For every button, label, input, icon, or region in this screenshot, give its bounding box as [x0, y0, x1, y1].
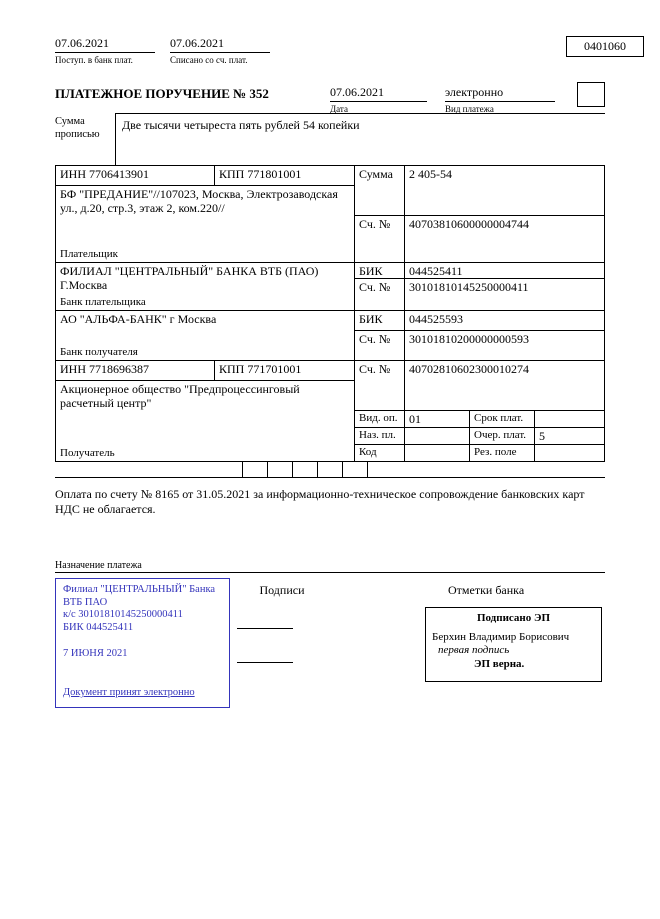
priority-value: 5 — [535, 428, 604, 445]
priority-label: Очер. плат. — [470, 428, 535, 445]
payer-bank-section-label: Банк плательщика — [60, 296, 146, 309]
stamp-bank-name-line2: ВТБ ПАО — [63, 596, 108, 608]
payee-bank-cell — [56, 311, 355, 361]
payer-account-value: 40703810600000004744 — [405, 216, 604, 263]
received-date-block — [55, 36, 155, 65]
op-type-label: Вид. оп. — [355, 411, 405, 428]
stamp-accepted-note: Документ принят электронно — [63, 686, 195, 698]
tax-fields-strip — [55, 462, 605, 478]
payee-inn: ИНН 7718696387 — [56, 361, 215, 381]
field-divider — [267, 462, 268, 478]
stamp-date: 7 ИЮНЯ 2021 — [63, 648, 128, 660]
op-type-value: 01 — [405, 411, 470, 428]
payee-bank-account-value: 30101810200000000593 — [405, 331, 604, 361]
document-content — [55, 36, 626, 906]
payer-bank-name — [60, 264, 350, 292]
payer-bank-name-line2: Г.Москва — [60, 278, 108, 293]
payer-kpp: КПП 771801001 — [215, 166, 355, 186]
field-divider — [317, 462, 318, 478]
bank-marks-label: Отметки банка — [448, 583, 525, 597]
payee-cell — [56, 381, 355, 461]
document-title: ПЛАТЕЖНОЕ ПОРУЧЕНИЕ № 352 — [55, 86, 269, 101]
payment-kind-label: Вид платежа — [445, 104, 494, 114]
stamp-corr-account: к/с 30101810145250000411 — [63, 609, 183, 621]
payer-cell — [56, 186, 355, 263]
document-date-value: 07.06.2021 — [330, 85, 427, 102]
code-label: Код — [355, 445, 405, 461]
payer-account-label: Сч. № — [355, 216, 405, 263]
purpose-code-value — [405, 428, 470, 445]
bank-stamp — [55, 578, 230, 708]
payee-section-label: Получатель — [60, 447, 115, 460]
signature-verified: ЭП верна. — [474, 657, 525, 670]
payment-table — [55, 165, 605, 462]
payee-bank-bik-value: 044525593 — [405, 311, 604, 331]
payee-bank-section-label: Банк получателя — [60, 346, 138, 359]
due-date-value — [535, 411, 604, 428]
received-date-value: 07.06.2021 — [55, 36, 155, 53]
signatures-label: Подписи — [259, 583, 305, 597]
payment-kind-value: электронно — [445, 85, 555, 102]
sum-value: 2 405-54 — [405, 166, 604, 216]
purpose-text: Оплата по счету № 8165 от 31.05.2021 за информационно-техническое сопровождение банковских карт НДС не облагается. — [55, 487, 585, 516]
field-divider — [242, 462, 243, 478]
signature-line — [237, 628, 293, 629]
purpose-code-label: Наз. пл. — [355, 428, 405, 445]
payee-account-label: Сч. № — [355, 361, 405, 411]
payer-bank-account-value: 30101810145250000411 — [405, 279, 604, 311]
debited-date-label: Списано со сч. плат. — [170, 55, 248, 65]
signer-name: Берхин Владимир Борисович — [432, 631, 570, 644]
signature-line — [237, 662, 293, 663]
payer-bank-cell — [56, 263, 355, 311]
payee-bank-name: АО "АЛЬФА-БАНК" г Москва — [60, 312, 217, 326]
stamp-bank-name-line1: Филиал "ЦЕНТРАЛЬНЫЙ" Банка — [63, 584, 216, 595]
payee-bank-account-label: Сч. № — [355, 331, 405, 361]
payee-account-value: 40702810602300010274 — [405, 361, 604, 411]
payer-bank-account-label: Сч. № — [355, 279, 405, 311]
debited-date-value: 07.06.2021 — [170, 36, 270, 53]
stamp-bik: БИК 044525411 — [63, 621, 134, 633]
due-date-label: Срок плат. — [470, 411, 535, 428]
purpose-label: Назначение платежа — [55, 560, 142, 571]
payer-inn: ИНН 7706413901 — [56, 166, 215, 186]
bank-marks-box — [425, 607, 602, 682]
reserve-checkbox — [577, 82, 605, 107]
payee-kpp: КПП 771701001 — [215, 361, 355, 381]
amount-words-label: Сумма прописью — [55, 116, 100, 140]
code-value — [405, 445, 470, 461]
payee-name: Акционерное общество "Предпроцессинговый расчетный центр" — [60, 382, 300, 411]
field-divider — [342, 462, 343, 478]
payer-bank-bik-label: БИК — [355, 263, 405, 279]
payer-bank-name-line1: ФИЛИАЛ "ЦЕНТРАЛЬНЫЙ" БАНКА ВТБ (ПАО) — [60, 264, 319, 278]
payee-bank-bik-label: БИК — [355, 311, 405, 331]
signature-type: первая подпись — [438, 644, 510, 657]
document-date-block — [330, 85, 427, 114]
payer-bank-bik-value: 044525411 — [405, 263, 604, 279]
purpose-label-row — [55, 560, 605, 573]
payer-name: БФ "ПРЕДАНИЕ"//107023, Москва, Электрозаводская ул., д.20, стр.3, этаж 2, ком.220// — [60, 187, 338, 216]
payer-section-label: Плательщик — [60, 248, 118, 261]
reserve-field-label: Рез. поле — [470, 445, 535, 461]
amount-words-value: Две тысячи четыреста пять рублей 54 копейки — [115, 113, 605, 165]
field-divider — [292, 462, 293, 478]
field-divider — [367, 462, 368, 478]
document-date-label: Дата — [330, 104, 348, 114]
received-date-label: Поступ. в банк плат. — [55, 55, 133, 65]
signed-title: Подписано ЭП — [476, 612, 551, 624]
sum-label: Сумма — [355, 166, 405, 216]
payment-kind-block — [445, 85, 555, 114]
debited-date-block — [170, 36, 270, 65]
form-code-box: 0401060 — [566, 36, 644, 57]
reserve-field-value — [535, 445, 604, 461]
